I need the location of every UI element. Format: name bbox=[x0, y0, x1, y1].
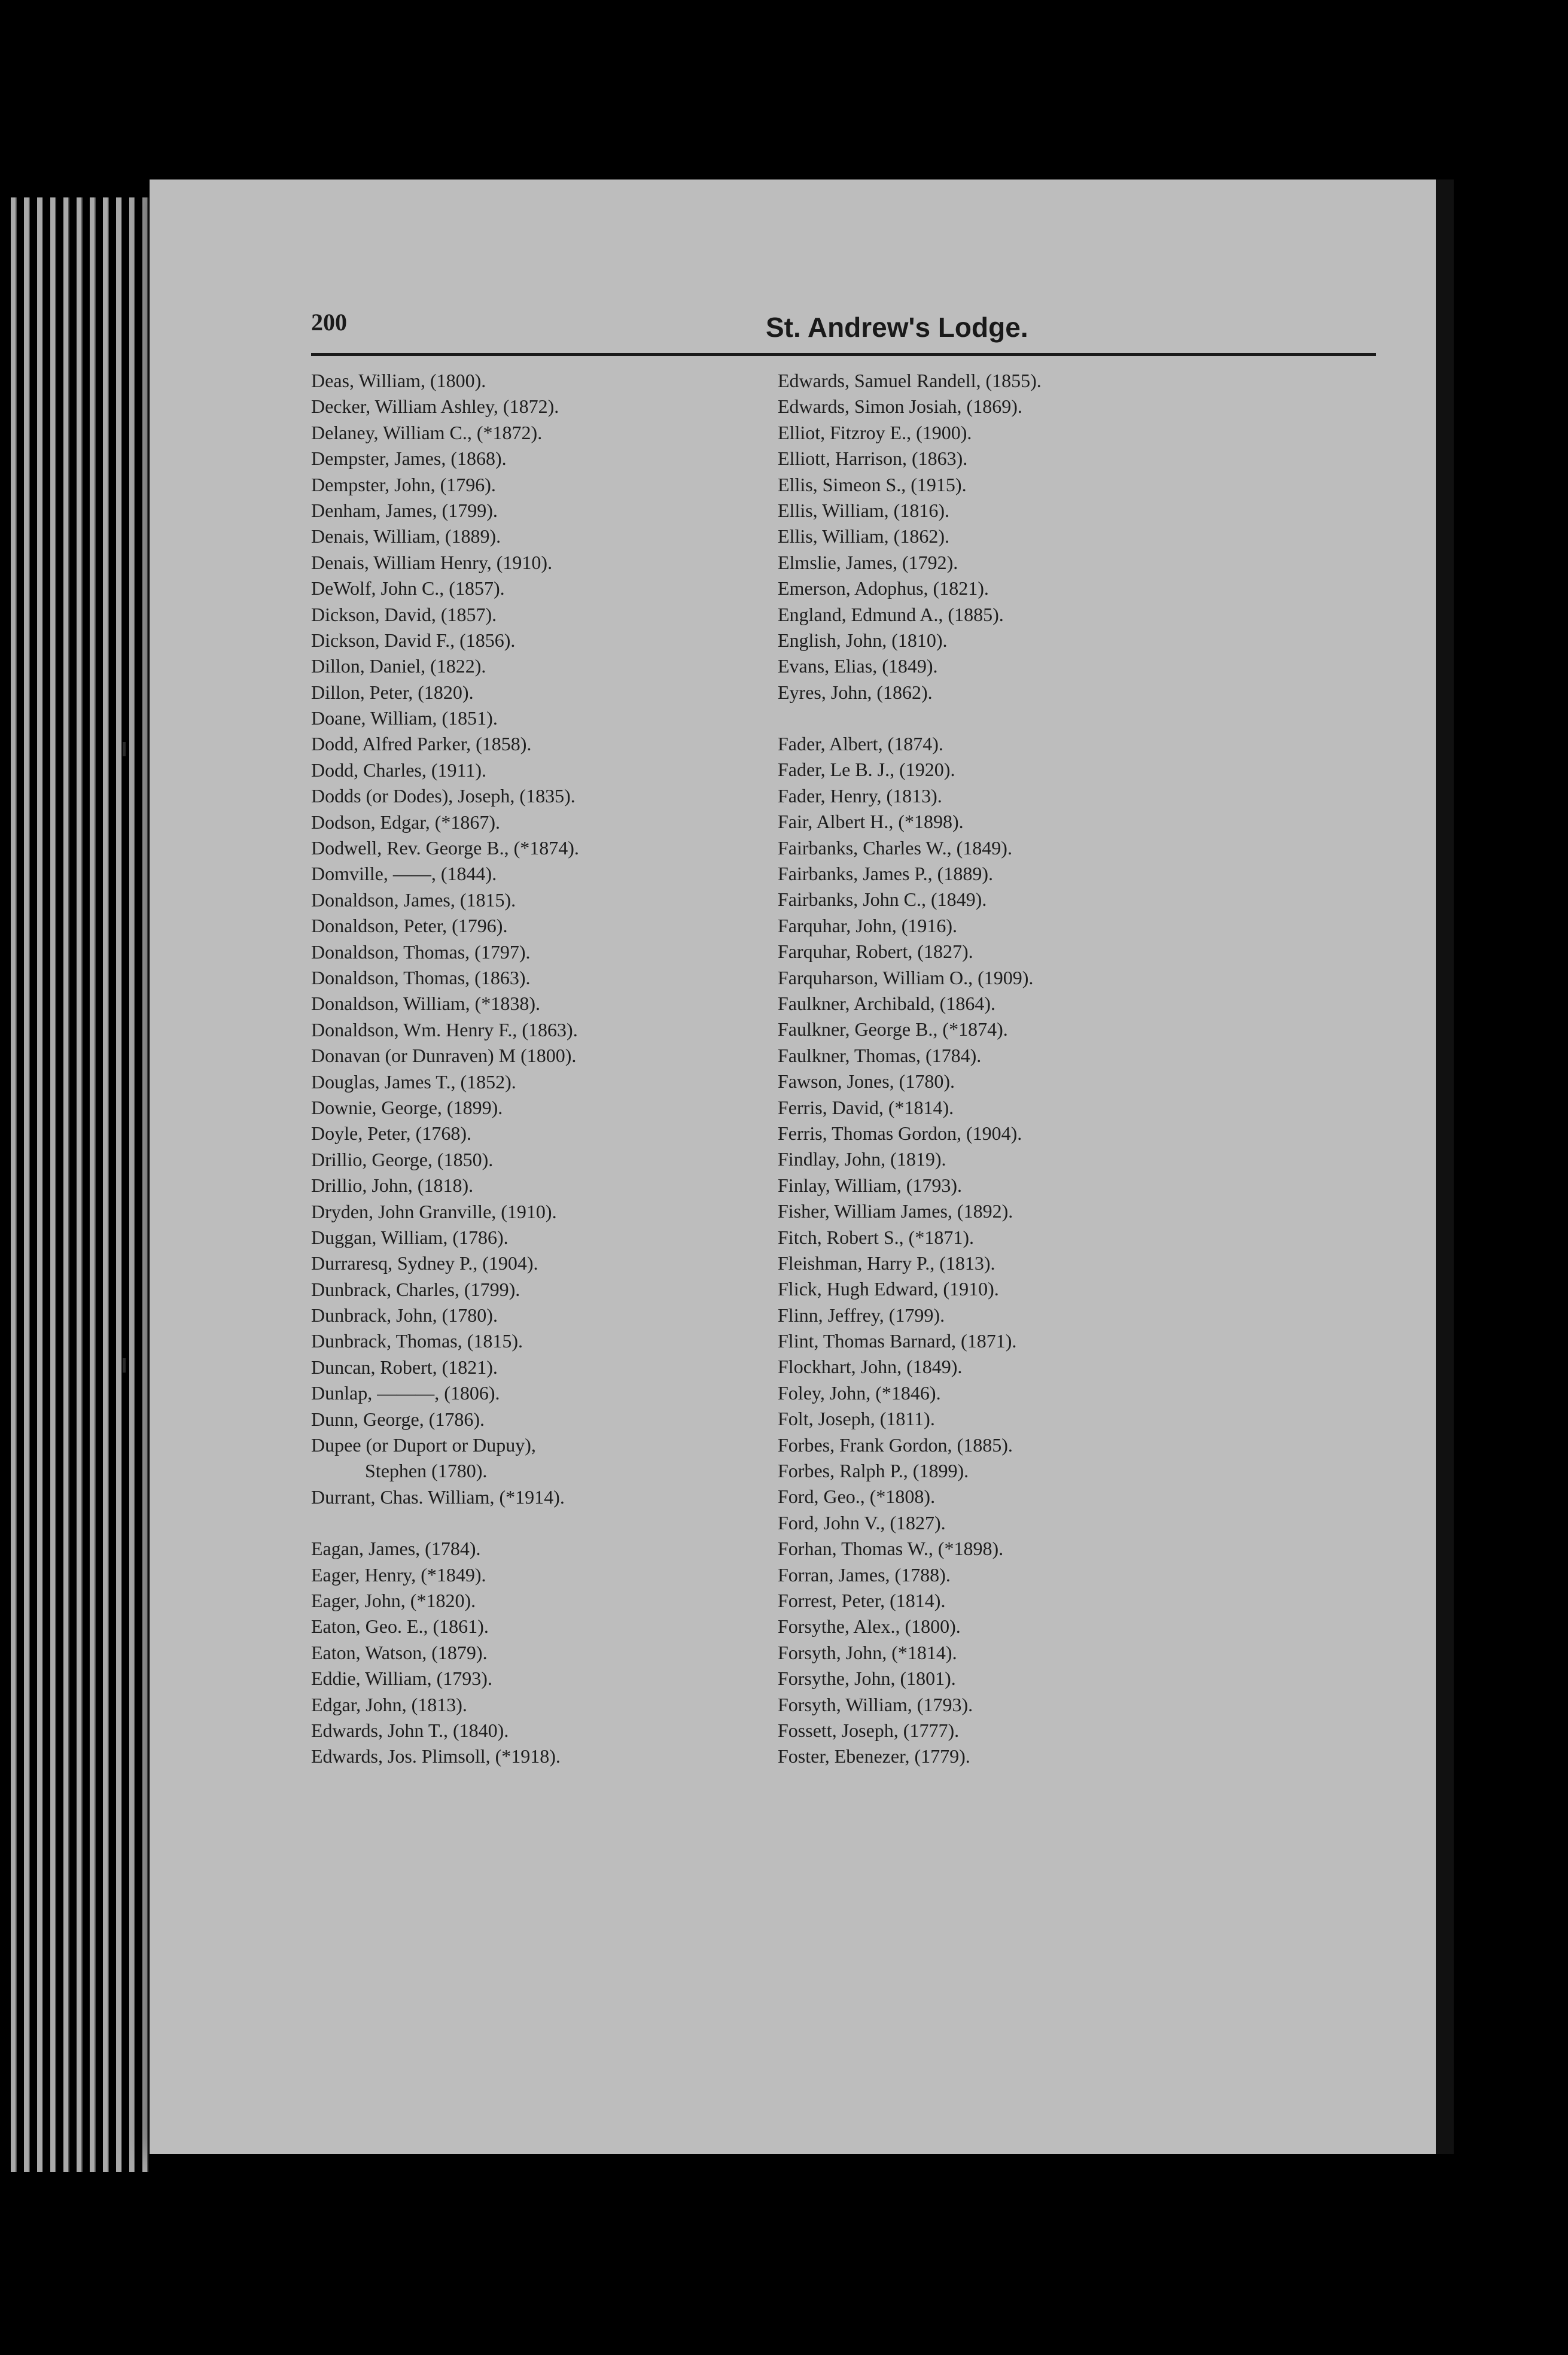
register-entry: Dillon, Daniel, (1822). bbox=[311, 655, 486, 677]
register-entry: Donaldson, William, (*1838). bbox=[311, 993, 540, 1015]
register-entry: Ferris, David, (*1814). bbox=[778, 1096, 954, 1118]
register-entry: Dempster, John, (1796). bbox=[311, 473, 496, 495]
register-entry: Farquharson, William O., (1909). bbox=[778, 966, 1034, 988]
register-entry: Flinn, Jeffrey, (1799). bbox=[778, 1304, 945, 1326]
register-entry: Flick, Hugh Edward, (1910). bbox=[778, 1278, 999, 1300]
register-entry: Edwards, Jos. Plimsoll, (*1918). bbox=[311, 1745, 561, 1767]
register-entry: Fawson, Jones, (1780). bbox=[778, 1070, 955, 1093]
register-entry: Fader, Le B. J., (1920). bbox=[778, 759, 955, 781]
register-entry: Forbes, Frank Gordon, (1885). bbox=[778, 1434, 1013, 1456]
page-edge bbox=[63, 197, 69, 2172]
register-entry: Faulkner, Archibald, (1864). bbox=[778, 992, 995, 1014]
register-entry: English, John, (1810). bbox=[778, 629, 948, 651]
register-entry: Fossett, Joseph, (1777). bbox=[778, 1719, 960, 1741]
register-entry: Ellis, William, (1816). bbox=[778, 499, 949, 521]
register-entry: Drillio, John, (1818). bbox=[311, 1175, 474, 1197]
page-edge bbox=[11, 197, 17, 2172]
page-edge bbox=[24, 197, 30, 2172]
register-entry: Dodd, Alfred Parker, (1858). bbox=[311, 733, 532, 755]
register-entry: Flint, Thomas Barnard, (1871). bbox=[778, 1330, 1017, 1352]
register-entry: Elliott, Harrison, (1863). bbox=[778, 448, 968, 470]
register-entry: Denham, James, (1799). bbox=[311, 499, 498, 521]
register-entry: Douglas, James T., (1852). bbox=[311, 1070, 516, 1093]
register-entry: Ellis, William, (1862). bbox=[778, 525, 949, 547]
page-header bbox=[311, 299, 1376, 356]
register-entry: DeWolf, John C., (1857). bbox=[311, 577, 505, 600]
register-entry: Folt, Joseph, (1811). bbox=[778, 1408, 935, 1430]
register-entry: Dunlap, ———, (1806). bbox=[311, 1382, 500, 1404]
register-entry: Fleishman, Harry P., (1813). bbox=[778, 1252, 995, 1274]
running-title: St. Andrew's Lodge. bbox=[766, 312, 1028, 343]
register-entry: Ford, John V., (1827). bbox=[778, 1511, 946, 1534]
register-entry: Dodd, Charles, (1911). bbox=[311, 759, 486, 781]
page-edge bbox=[77, 197, 83, 2172]
register-entry: Eyres, John, (1862). bbox=[778, 681, 933, 703]
register-entry: Evans, Elias, (1849). bbox=[778, 655, 938, 677]
page-edge bbox=[142, 197, 148, 2172]
register-entry: Donaldson, James, (1815). bbox=[311, 889, 516, 911]
register-entry: Donaldson, Peter, (1796). bbox=[311, 915, 508, 937]
register-entry: Donavan (or Dunraven) M (1800). bbox=[311, 1045, 577, 1067]
register-entry: Decker, William Ashley, (1872). bbox=[311, 395, 559, 418]
register-entry: Doyle, Peter, (1768). bbox=[311, 1122, 471, 1145]
register-entry: Dunbrack, Charles, (1799). bbox=[311, 1278, 520, 1300]
register-entry: Foster, Ebenezer, (1779). bbox=[778, 1745, 970, 1767]
register-entry: Dickson, David, (1857). bbox=[311, 603, 497, 625]
page-edge bbox=[129, 197, 135, 2172]
page-edge bbox=[50, 197, 56, 2172]
register-entry: Edwards, John T., (1840). bbox=[311, 1719, 509, 1741]
register-entry: Elliot, Fitzroy E., (1900). bbox=[778, 421, 972, 443]
register-entry: Fisher, William James, (1892). bbox=[778, 1200, 1013, 1222]
register-entry: Eager, Henry, (*1849). bbox=[311, 1563, 486, 1586]
register-entry: Forsythe, John, (1801). bbox=[778, 1668, 956, 1690]
right-column bbox=[778, 368, 1376, 1770]
register-entry: Eaton, Geo. E., (1861). bbox=[311, 1615, 489, 1638]
register-entry: Emerson, Adophus, (1821). bbox=[778, 577, 989, 600]
register-entry: Forsyth, John, (*1814). bbox=[778, 1641, 957, 1663]
register-entry: Donaldson, Wm. Henry F., (1863). bbox=[311, 1018, 578, 1040]
margin-mark bbox=[123, 742, 126, 756]
register-entry: Fader, Henry, (1813). bbox=[778, 784, 942, 807]
register-entry: Forsyth, William, (1793). bbox=[778, 1693, 973, 1715]
register-entry: Fairbanks, John C., (1849). bbox=[778, 889, 987, 911]
register-entry: Forhan, Thomas W., (*1898). bbox=[778, 1538, 1004, 1560]
register-entry: Deas, William, (1800). bbox=[311, 370, 486, 391]
register-entry: Forbes, Ralph P., (1899). bbox=[778, 1460, 969, 1482]
register-entry: Domville, ——, (1844). bbox=[311, 863, 497, 885]
register-entry: Durraresq, Sydney P., (1904). bbox=[311, 1252, 538, 1274]
register-entry: Fader, Albert, (1874). bbox=[778, 733, 943, 755]
register-entry: Faulkner, George B., (*1874). bbox=[778, 1018, 1008, 1040]
register-entry: Eddie, William, (1793). bbox=[311, 1668, 492, 1690]
register-entry: Ferris, Thomas Gordon, (1904). bbox=[778, 1122, 1022, 1144]
register-entry: Eager, John, (*1820). bbox=[311, 1589, 476, 1611]
register-entry: Dillon, Peter, (1820). bbox=[311, 681, 474, 703]
register-entry: Dunbrack, Thomas, (1815). bbox=[311, 1330, 523, 1352]
register-entry: Ellis, Simeon S., (1915). bbox=[778, 473, 967, 495]
register-entry: Finlay, William, (1793). bbox=[778, 1174, 963, 1196]
page-number: 200 bbox=[311, 309, 347, 336]
register-entry: Denais, William, (1889). bbox=[311, 525, 501, 547]
page-edge bbox=[103, 197, 109, 2172]
register-entry: Dickson, David F., (1856). bbox=[311, 629, 516, 651]
register-entry: Faulkner, Thomas, (1784). bbox=[778, 1044, 982, 1066]
register-entry: Stephen (1780). bbox=[365, 1460, 488, 1482]
register-entry: Elmslie, James, (1792). bbox=[778, 551, 958, 573]
register-entry: Dunbrack, John, (1780). bbox=[311, 1304, 498, 1326]
page-edge bbox=[116, 197, 122, 2172]
register-entry: England, Edmund A., (1885). bbox=[778, 603, 1004, 625]
register-entry: Fairbanks, James P., (1889). bbox=[778, 863, 993, 885]
register-entry: Eagan, James, (1784). bbox=[311, 1538, 481, 1560]
register-entry: Farquhar, Robert, (1827). bbox=[778, 941, 973, 963]
register-entry: Durrant, Chas. William, (*1914). bbox=[311, 1486, 565, 1508]
register-entry: Dupee (or Duport or Dupuy), bbox=[311, 1434, 536, 1456]
register-entry: Fair, Albert H., (*1898). bbox=[778, 811, 964, 833]
register-entry: Duncan, Robert, (1821). bbox=[311, 1356, 498, 1378]
register-entry: Drillio, George, (1850). bbox=[311, 1148, 494, 1170]
register-entry: Flockhart, John, (1849). bbox=[778, 1356, 963, 1378]
register-entry: Dempster, James, (1868). bbox=[311, 448, 507, 470]
book-spine-shadow bbox=[1436, 179, 1454, 2154]
register-entry: Donaldson, Thomas, (1863). bbox=[311, 966, 531, 988]
register-entry: Ford, Geo., (*1808). bbox=[778, 1486, 936, 1508]
register-entry: Fairbanks, Charles W., (1849). bbox=[778, 836, 1012, 859]
register-entry: Duggan, William, (1786). bbox=[311, 1226, 509, 1248]
register-entry: Edgar, John, (1813). bbox=[311, 1693, 467, 1715]
register-entry: Donaldson, Thomas, (1797). bbox=[311, 941, 531, 963]
register-entry: Forran, James, (1788). bbox=[778, 1563, 951, 1586]
register-entry: Dryden, John Granville, (1910). bbox=[311, 1200, 557, 1222]
register-entry: Foley, John, (*1846). bbox=[778, 1382, 941, 1404]
register-entry: Fitch, Robert S., (*1871). bbox=[778, 1226, 974, 1248]
register-entry: Eaton, Watson, (1879). bbox=[311, 1641, 488, 1663]
register-entry: Delaney, William C., (*1872). bbox=[311, 421, 543, 443]
register-entry: Edwards, Simon Josiah, (1869). bbox=[778, 395, 1022, 418]
left-column bbox=[311, 368, 766, 1770]
register-entry: Dodds (or Dodes), Joseph, (1835). bbox=[311, 785, 576, 807]
register-entry: Denais, William Henry, (1910). bbox=[311, 551, 553, 573]
register-entry: Forrest, Peter, (1814). bbox=[778, 1589, 946, 1611]
register-entry: Forsythe, Alex., (1800). bbox=[778, 1615, 961, 1638]
register-entry: Dodwell, Rev. George B., (*1874). bbox=[311, 837, 579, 859]
register-entry: Edwards, Samuel Randell, (1855). bbox=[778, 370, 1042, 391]
register-entry: Findlay, John, (1819). bbox=[778, 1148, 946, 1170]
page-edge bbox=[37, 197, 43, 2172]
register-entry: Downie, George, (1899). bbox=[311, 1096, 503, 1118]
margin-mark bbox=[123, 1358, 126, 1373]
register-entry: Dunn, George, (1786). bbox=[311, 1408, 485, 1430]
register-entry: Farquhar, John, (1916). bbox=[778, 914, 957, 936]
register-entry: Doane, William, (1851). bbox=[311, 707, 498, 729]
page-edge bbox=[90, 197, 96, 2172]
register-entry: Dodson, Edgar, (*1867). bbox=[311, 811, 500, 833]
